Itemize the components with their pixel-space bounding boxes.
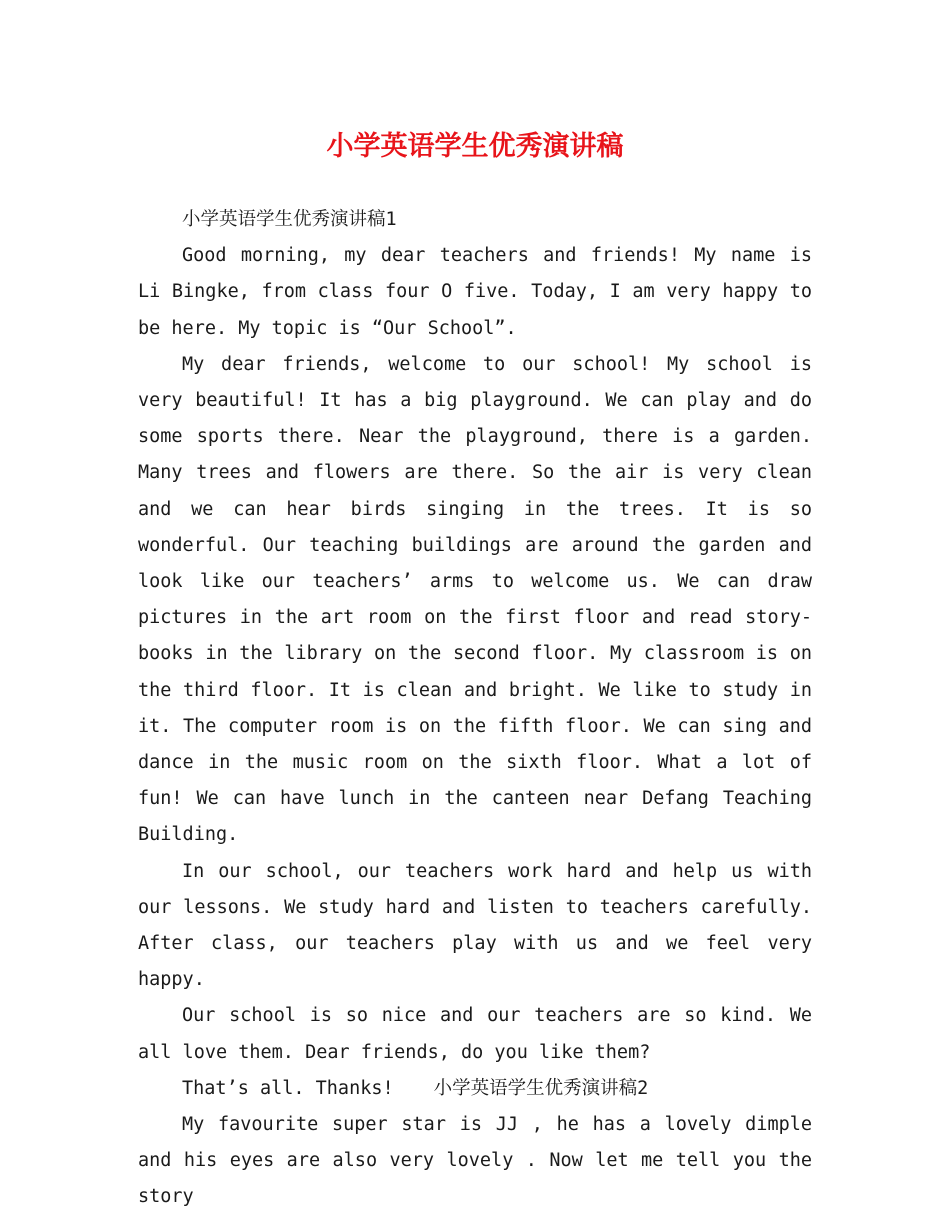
paragraph-5: My favourite super star is JJ , he has a lovely dimple and his eyes are also very lovely . Now let me tell you the story [138,1114,812,1208]
paragraph-2: My dear friends, welcome to our school! My school is very beautiful! It has a big playground. We can play and do some sports there. Near the playground, there is a garden. Many trees and flowers are there. So the air is very clean and we can hear birds singing in the trees. It is so wonderful. Our teaching buildings are around the garden and look like our teachers’ arms to welcome us. We can draw pictures in the art room on the first floor and read story-books in the library on the second floor. My classroom is on the third floor. It is clean and bright. We like to study in it. The computer room is on the fifth floor. We can sing and dance in the music room on the sixth floor. What a lot of fun! We can have lunch in the canteen near Defang Teaching Building. [138,353,812,846]
closing-text: That’s all. Thanks! [182,1077,394,1099]
document-body [138,202,812,1216]
paragraph-4: Our school is so nice and our teachers are so kind. We all love them. Dear friends, do you like them? [138,1005,812,1063]
section-heading-1: 小学英语学生优秀演讲稿1 [182,209,397,230]
section-heading-2: 小学英语学生优秀演讲稿2 [433,1077,649,1099]
paragraph-1: Good morning, my dear teachers and friends! My name is Li Bingke, from class four O five. Today, I am very happy to be here. My topic is “Our School”. [138,245,812,339]
document-title: 小学英语学生优秀演讲稿 [326,131,624,162]
paragraph-3: In our school, our teachers work hard and help us with our lessons. We study hard and listen to teachers carefully. After class, our teachers play with us and we feel very happy. [138,860,812,991]
closing-line [138,1071,812,1107]
